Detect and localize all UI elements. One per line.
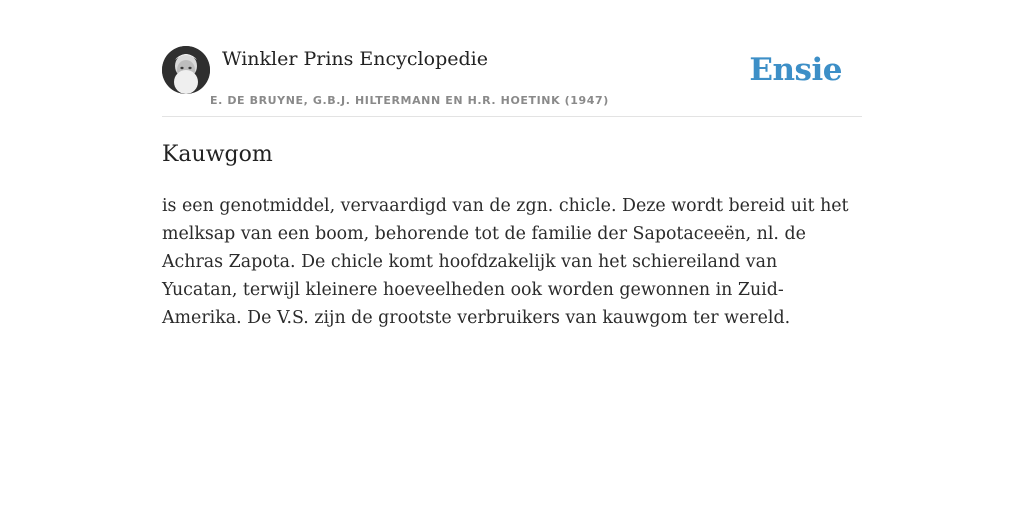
source-header — [162, 46, 862, 117]
source-title[interactable]: Winkler Prins Encyclopedie — [222, 48, 488, 70]
entry-body: is een genotmiddel, vervaardigd van de zgn. chicle. Deze wordt bereid uit het melksap van een boom, behorende tot de familie der Sapotaceeën, nl. de Achras Zapota. De chicle komt hoofdzakelijk van het schiereiland van Yucatan, terwijl kleinere hoeveelheden ook worden gewonnen in Zuid-Amerika. De V.S. zijn de grootste verbruikers van kauwgom ter wereld. — [162, 196, 849, 328]
source-authors: E. DE BRUYNE, G.B.J. HILTERMANN EN H.R. HOETINK (1947) — [210, 94, 609, 107]
author-avatar[interactable] — [162, 46, 210, 94]
entry-title: Kauwgom — [162, 142, 273, 167]
ensie-logo[interactable]: Ensie — [749, 52, 842, 88]
